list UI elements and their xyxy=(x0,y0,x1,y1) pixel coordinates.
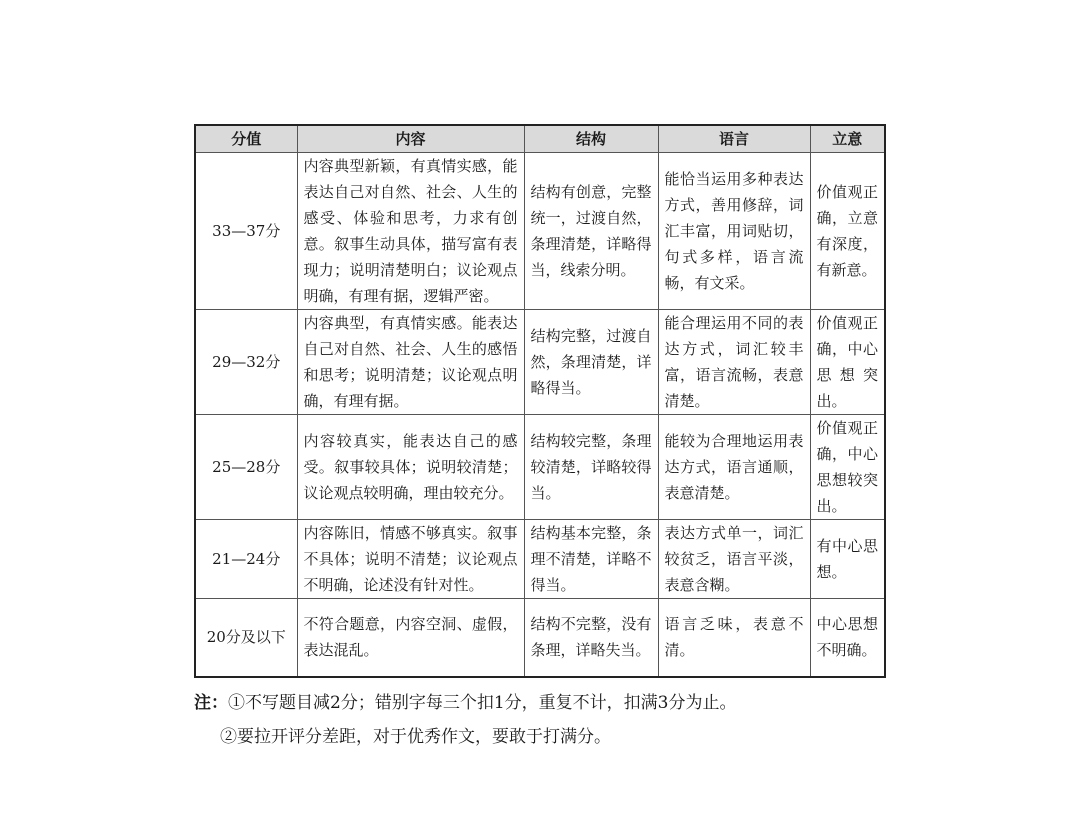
content-cell: 内容较真实，能表达自己的感受。叙事较具体；说明较清楚；议论观点较明确，理由较充分。 xyxy=(297,415,524,520)
table-row xyxy=(195,310,885,415)
content-cell: 不符合题意，内容空洞、虚假，表达混乱。 xyxy=(297,599,524,677)
idea-cell: 中心思想不明确。 xyxy=(810,599,885,677)
structure-cell: 结构完整，过渡自然，条理清楚，详略得当。 xyxy=(524,310,658,415)
note-text: ②要拉开评分差距，对于优秀作文，要敢于打满分。 xyxy=(220,727,611,747)
idea-cell: 价值观正确，中心思想突出。 xyxy=(810,310,885,415)
header-idea: 立意 xyxy=(810,125,885,153)
language-cell: 能恰当运用多种表达方式，善用修辞，词汇丰富，用词贴切，句式多样，语言流畅，有文采。 xyxy=(658,153,810,310)
structure-cell: 结构较完整，条理较清楚，详略较得当。 xyxy=(524,415,658,520)
note-item xyxy=(194,720,894,754)
scoring-rubric-table xyxy=(194,124,886,678)
structure-cell: 结构有创意，完整统一，过渡自然，条理清楚，详略得当，线索分明。 xyxy=(524,153,658,310)
idea-cell: 有中心思想。 xyxy=(810,520,885,599)
idea-cell: 价值观正确，立意有深度，有新意。 xyxy=(810,153,885,310)
header-content: 内容 xyxy=(297,125,524,153)
language-cell: 语言乏味，表意不清。 xyxy=(658,599,810,677)
table-row xyxy=(195,520,885,599)
content-cell: 内容陈旧，情感不够真实。叙事不具体；说明不清楚；议论观点不明确，论述没有针对性。 xyxy=(297,520,524,599)
header-language: 语言 xyxy=(658,125,810,153)
table-row xyxy=(195,415,885,520)
score-range-cell: 33—37分 xyxy=(195,153,297,310)
table-row xyxy=(195,599,885,677)
language-cell: 能较为合理地运用表达方式，语言通顺，表意清楚。 xyxy=(658,415,810,520)
language-cell: 表达方式单一，词汇较贫乏，语言平淡，表意含糊。 xyxy=(658,520,810,599)
idea-cell: 价值观正确，中心思想较突出。 xyxy=(810,415,885,520)
note-text: ①不写题目减2分；错别字每三个扣1分，重复不计，扣满3分为止。 xyxy=(228,693,737,713)
header-score: 分值 xyxy=(195,125,297,153)
score-range-cell: 29—32分 xyxy=(195,310,297,415)
content-cell: 内容典型，有真情实感。能表达自己对自然、社会、人生的感悟和思考；说明清楚；议论观点明确，有理有据。 xyxy=(297,310,524,415)
header-structure: 结构 xyxy=(524,125,658,153)
notes-label: 注： xyxy=(194,693,228,713)
table-row xyxy=(195,153,885,310)
score-range-cell: 21—24分 xyxy=(195,520,297,599)
table-header-row xyxy=(195,125,885,153)
language-cell: 能合理运用不同的表达方式，词汇较丰富，语言流畅，表意清楚。 xyxy=(658,310,810,415)
score-range-cell: 20分及以下 xyxy=(195,599,297,677)
note-item xyxy=(194,686,894,720)
structure-cell: 结构基本完整，条理不清楚，详略不得当。 xyxy=(524,520,658,599)
notes-section xyxy=(194,686,894,754)
content-cell: 内容典型新颖，有真情实感，能表达自己对自然、社会、人生的感受、体验和思考，力求有创意。叙事生动具体，描写富有表现力；说明清楚明白；议论观点明确，有理有据，逻辑严密。 xyxy=(297,153,524,310)
structure-cell: 结构不完整，没有条理，详略失当。 xyxy=(524,599,658,677)
score-range-cell: 25—28分 xyxy=(195,415,297,520)
